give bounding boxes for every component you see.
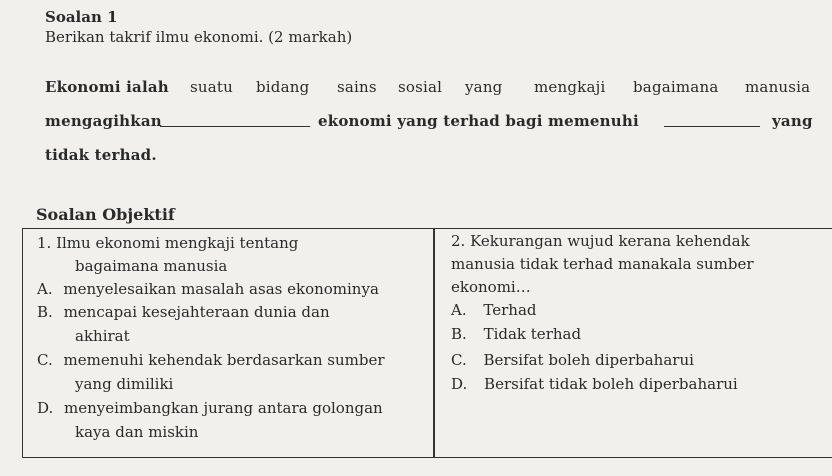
q2-option-b[interactable] xyxy=(451,323,581,346)
answer-blank-2[interactable] xyxy=(664,112,760,127)
fill-word: Ekonomi ialah xyxy=(45,78,169,96)
fill-word: sosial xyxy=(398,78,443,96)
fill-word: bidang xyxy=(256,78,310,96)
q1-option-c-cont: yang dimiliki xyxy=(75,375,174,393)
q1-option-b-cont: akhirat xyxy=(75,327,130,345)
fill-word: yang xyxy=(465,78,503,96)
fill-word: manusia xyxy=(745,78,811,96)
option-label: D. xyxy=(451,375,468,393)
fill-line3: tidak terhad. xyxy=(45,146,157,164)
option-label: B. xyxy=(37,303,53,321)
option-text: menyelesaikan masalah asas ekonominya xyxy=(63,280,379,298)
answer-blank-1[interactable] xyxy=(160,112,310,127)
option-text: Bersifat boleh diperbaharui xyxy=(483,351,694,369)
column-divider xyxy=(433,229,435,457)
q2-option-a[interactable] xyxy=(451,299,536,322)
option-text: menyeimbangkan jurang antara golongan xyxy=(64,399,383,417)
q2-option-d[interactable] xyxy=(451,373,738,396)
q1-option-c[interactable] xyxy=(37,349,385,372)
fill-word: sains xyxy=(337,78,377,96)
option-label: C. xyxy=(37,351,53,369)
q1-option-a[interactable] xyxy=(37,278,379,301)
q2-stem-cont2: ekonomi… xyxy=(451,278,531,296)
option-text: Terhad xyxy=(483,301,537,319)
option-label: A. xyxy=(37,280,53,298)
option-text: Tidak terhad xyxy=(483,325,582,343)
objective-questions-table xyxy=(22,228,832,458)
fill-word: bagaimana xyxy=(633,78,719,96)
q1-option-d-cont: kaya dan miskin xyxy=(75,423,199,441)
option-label: A. xyxy=(451,301,467,319)
option-label: C. xyxy=(451,351,467,369)
q2-stem-cont: manusia tidak terhad manakala sumber xyxy=(451,255,754,273)
q2-option-c[interactable] xyxy=(451,349,694,372)
question-title: Soalan 1 xyxy=(45,8,118,26)
q1-option-b[interactable] xyxy=(37,301,330,324)
q2-stem: 2. Kekurangan wujud kerana kehendak xyxy=(451,232,750,250)
option-label: B. xyxy=(451,325,467,343)
q1-stem: 1. Ilmu ekonomi mengkaji tentang xyxy=(37,234,299,252)
option-text: mencapai kesejahteraan dunia dan xyxy=(63,303,330,321)
fill-line2-start: mengagihkan xyxy=(45,112,162,130)
fill-word: suatu xyxy=(190,78,233,96)
fill-line2-middle: ekonomi yang terhad bagi memenuhi xyxy=(318,112,639,130)
q1-stem-cont: bagaimana manusia xyxy=(75,257,228,275)
fill-word: mengkaji xyxy=(534,78,606,96)
question-instruction: Berikan takrif ilmu ekonomi. (2 markah) xyxy=(45,28,353,46)
fill-line2-end: yang xyxy=(772,112,813,130)
option-text: Bersifat tidak boleh diperbaharui xyxy=(484,375,738,393)
option-label: D. xyxy=(37,399,54,417)
option-text: memenuhi kehendak berdasarkan sumber xyxy=(63,351,385,369)
q1-option-d[interactable] xyxy=(37,397,383,420)
objective-section-title: Soalan Objektif xyxy=(36,205,175,224)
